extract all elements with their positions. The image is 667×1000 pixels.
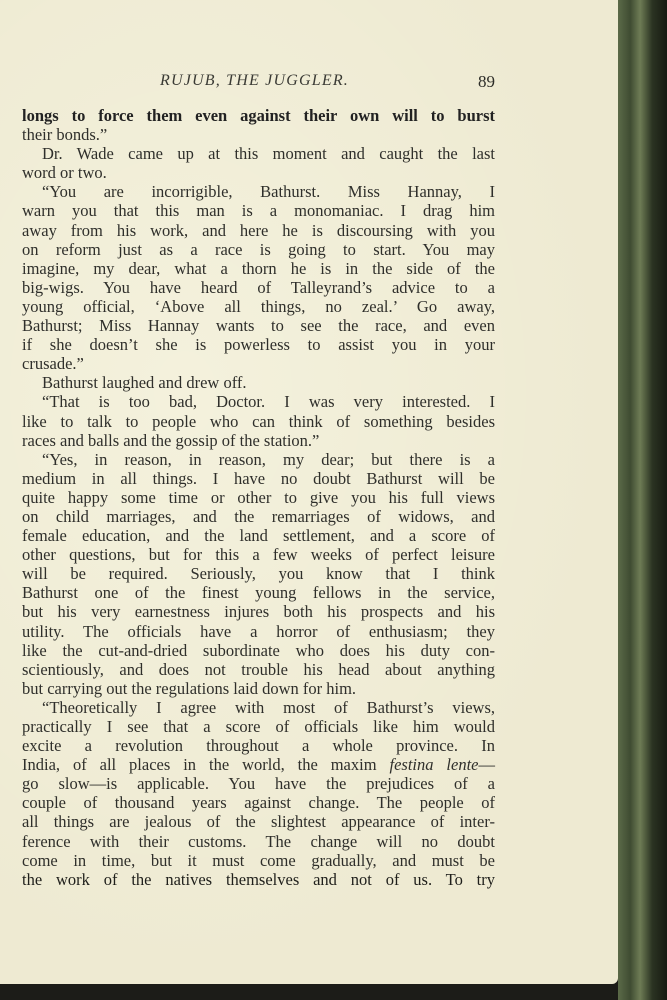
text-line: quite happy some time or other to give you his full views: [22, 487, 495, 507]
text-line: if she doesn’t she is powerless to assist you in your: [22, 335, 495, 355]
text-line: “Theoretically I agree with most of Bathurst’s views,: [42, 697, 495, 717]
text-line: crusade.”: [22, 354, 84, 374]
text-line: on reform just as a race is going to start. You may: [22, 239, 495, 259]
text-line: word or two.: [22, 163, 107, 183]
text-line: practically I see that a score of officials like him would: [22, 717, 495, 736]
page-header: [0, 72, 618, 96]
text-line: Bathurst laughed and drew off.: [42, 373, 247, 393]
text-line: go slow—is applicable. You have the prejudices of a: [22, 774, 495, 794]
text-line: on child marriages, and the remarriages of widows, and: [22, 506, 495, 526]
text-line: utility. The officials have a horror of enthusiasm; they: [22, 621, 495, 641]
page-number: 89: [478, 72, 495, 91]
text-line: other questions, but for this a few weeks of perfect leisure: [22, 545, 495, 565]
text-line: “You are incorrigible, Bathurst. Miss Hannay, I: [42, 182, 495, 202]
text-line: their bonds.”: [22, 125, 108, 145]
text-line: India, of all places in the world, the maxim festina lente—: [22, 755, 495, 775]
text-line: female education, and the land settlement, and a score of: [22, 526, 495, 546]
text-line: big-wigs. You have heard of Talleyrand’s advice to a: [22, 277, 495, 297]
text-line: Bathurst one of the finest young fellows in the service,: [22, 583, 495, 603]
text-line: will be required. Seriously, you know that I think: [22, 564, 495, 584]
text-line: warn you that this man is a monomaniac. I drag him: [22, 201, 495, 221]
book-spine: [618, 0, 667, 1000]
text-line: away from his work, and here he is discoursing with you: [22, 220, 495, 240]
text-line: like to talk to people who can think of something besides: [22, 411, 495, 431]
text-line: imagine, my dear, what a thorn he is in the side of the: [22, 258, 495, 278]
text-line: couple of thousand years against change. The people of: [22, 793, 495, 813]
text-line: races and balls and the gossip of the station.”: [22, 430, 320, 450]
text-line: come in time, but it must come gradually, and must be: [22, 850, 495, 870]
running-title: RUJUB, THE JUGGLER.: [160, 72, 349, 89]
text-line: the work of the natives themselves and not of us. To try: [22, 869, 495, 889]
text-line: Dr. Wade came up at this moment and caught the last: [42, 144, 495, 164]
text-line: excite a revolution throughout a whole province. In: [22, 736, 495, 756]
text-line: “That is too bad, Doctor. I was very interested. I: [42, 392, 495, 412]
text-line: young official, ‘Above all things, no zeal.’ Go away,: [22, 296, 495, 316]
text-line: like the cut-and-dried subordinate who does his duty con-: [22, 640, 495, 660]
text-line: Bathurst; Miss Hannay wants to see the race, and even: [22, 316, 495, 336]
text-line: scientiously, and does not trouble his head about anything: [22, 659, 495, 679]
body-text: [22, 106, 495, 889]
text-line: all things are jealous of the slightest appearance of inter-: [22, 812, 495, 832]
text-line: longs to force them even against their own will to burst: [22, 106, 495, 125]
text-line: ference with their customs. The change will no doubt: [22, 831, 495, 851]
text-line: but carrying out the regulations laid down for him.: [22, 678, 357, 698]
text-line: “Yes, in reason, in reason, my dear; but there is a: [42, 449, 495, 469]
italic-phrase: festina lente: [389, 755, 479, 775]
text-line: medium in all things. I have no doubt Bathurst will be: [22, 468, 495, 488]
text-line: but his very earnestness injures both his prospects and his: [22, 602, 495, 622]
